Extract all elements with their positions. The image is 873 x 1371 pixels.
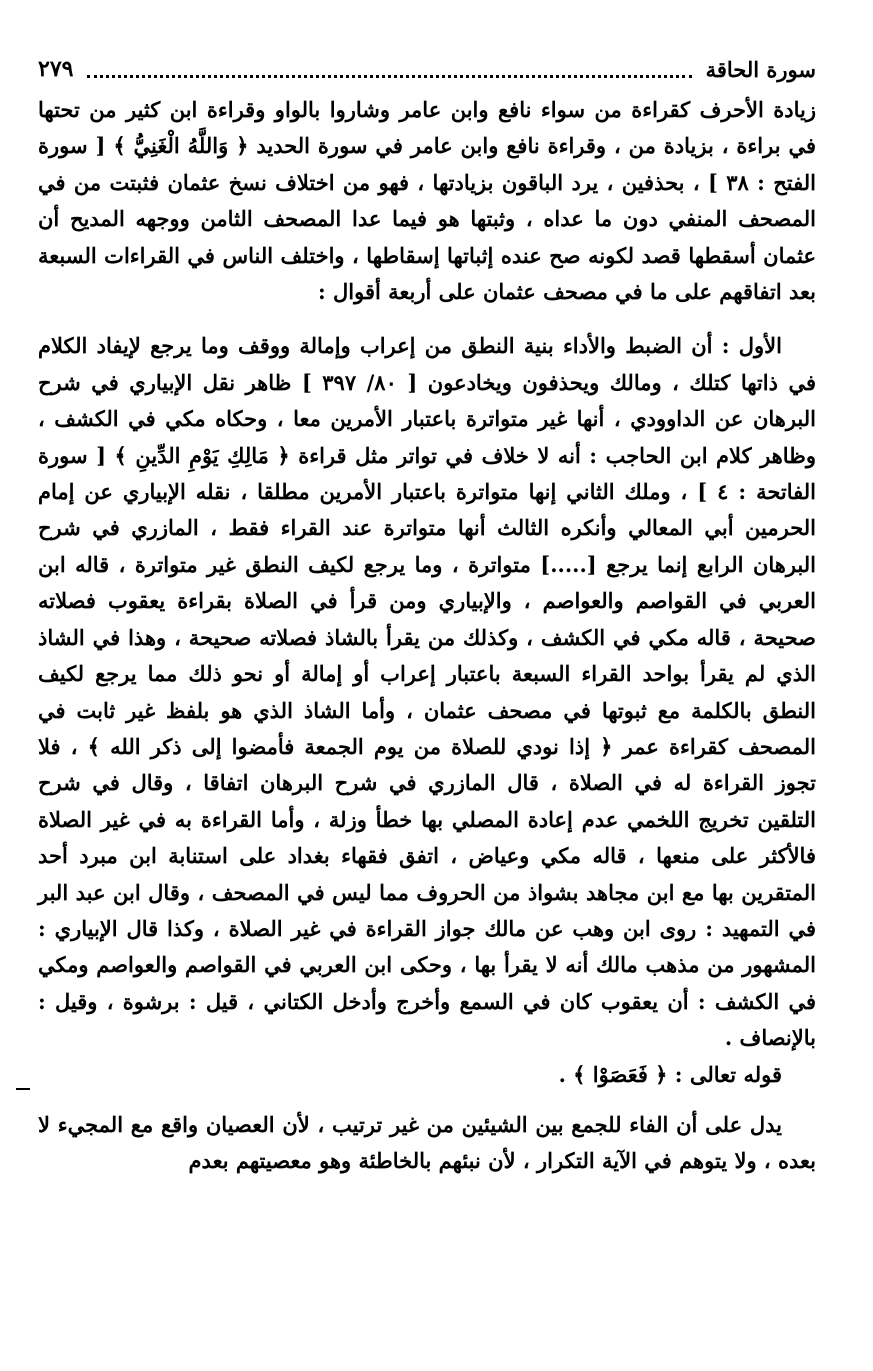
margin-dash	[16, 1088, 30, 1090]
paragraph-commentary: يدل على أن الفاء للجمع بين الشيئين من غير ترتيب ، لأن العصيان واقع مع المجيء لا بعده ، ولا يتوهم في الآية التكرار ، لأن نبئهم بالخاطئة وهو معصيتهم بعدم	[38, 1111, 816, 1173]
surah-title: سورة الحاقة	[705, 56, 816, 82]
verse-heading: قوله تعالى : ﴿ فَعَصَوْا ﴾ .	[558, 1061, 782, 1087]
page-number: ٢٧٩	[38, 56, 74, 82]
running-header	[38, 52, 816, 86]
book-page	[38, 52, 816, 1179]
paragraph-intro: زيادة الأحرف كقراءة من سواء نافع وابن عامر وشاروا بالواو وقراءة ابن كثير من تحتها في براءة ، بزيادة من ، وقراءة نافع وابن عامر في سورة الحديد ﴿ وَاللَّهُ الْغَنِيُّ ﴾ [ سورة الفتح : ٣٨ ] ، بحذفين ، يرد الباقون بزيادتها ، فهو من اختلاف نسخ عثمان فثبتت من في المصحف المنفي دون ما عداه ، وثبتها هو فيما عدا المصحف الثامن ووجهه المديح أن عثمان أسقطها قصد لكونه صح عنده إثباتها إسقاطها ، واختلف الناس في القراءات السبعة بعد اتفاقهم على ما في مصحف عثمان على أربعة أقوال :	[38, 97, 817, 305]
header-dotted-leader	[87, 61, 691, 78]
paragraph-first-opinion: الأول : أن الضبط والأداء بنية النطق من إعراب وإمالة ووقف وما يرجع لإيفاد الكلام في ذاتها كتلك ، ومالك ويحذفون ويخادعون [ ٨٠/ ٣٩٧ ] ظاهر نقل الإبياري في شرح البرهان عن الداوودي ، أنها غير متواترة باعتبار الأمرين معا ، وحكاه مكي في الكشف ، وظاهر كلام ابن الحاجب : أنه لا خلاف في تواتر مثل قراءة ﴿ مَالِكِ يَوْمِ الدِّينِ ﴾ [ سورة الفاتحة : ٤ ] ، وملك الثاني إنها متواترة باعتبار الأمرين مطلقا ، نقله الإبياري عن إمام الحرمين أبي المعالي وأنكره الثالث أنها متواترة عند القراء فقط ، المازري في شرح البرهان الرابع إنما يرجع [.....] متواترة ، وما يرجع لكيف النطق غير متواترة ، قاله ابن العربي في القواصم والعواصم ، والإبياري ومن قرأ في الصلاة بقراءة يعقوب فصلاته صحيحة ، قاله مكي في الكشف ، وكذلك من يقرأ بالشاذ فصلاته صحيحة ، وهذا في الشاذ الذي لم يقرأ بواحد القراء السبعة باعتبار إعراب أو إمالة أو نحو ذلك مما يرجع لكيف النطق بالكلمة مع ثبوتها في مصحف عثمان ، وأما الشاذ الذي هو بلفظ غير ثابت في المصحف كقراءة عمر ﴿ إذا نودي للصلاة من يوم الجمعة فأمضوا إلى ذكر الله ﴾ ، فلا تجوز القراءة له في الصلاة ، قال المازري في شرح البرهان اتفاقا ، وقال في شرح التلقين تخريج اللخمي عدم إعادة المصلي بها خطأ وزلة ، وأما القراءة به في غير الصلاة فالأكثر على منعها ، قاله مكي وعياض ، اتفق فقهاء بغداد على استنابة ابن مبرد أحد المتقرين بها مع ابن مجاهد بشواذ من الحروف مما ليس في المصحف ، وقال ابن عبد البر في التمهيد : روى ابن وهب عن مالك جواز القراءة في غير الصلاة ، وكذا قال الإبياري : المشهور من مذهب مالك أنه لا يقرأ بها ، وحكى ابن العربي في القواصم والعواصم ومكي في الكشف : أن يعقوب كان في السمع وأخرج وأدخل الكتاني ، قيل : برشوة ، وقيل : بالإنصاف .	[38, 333, 816, 1051]
